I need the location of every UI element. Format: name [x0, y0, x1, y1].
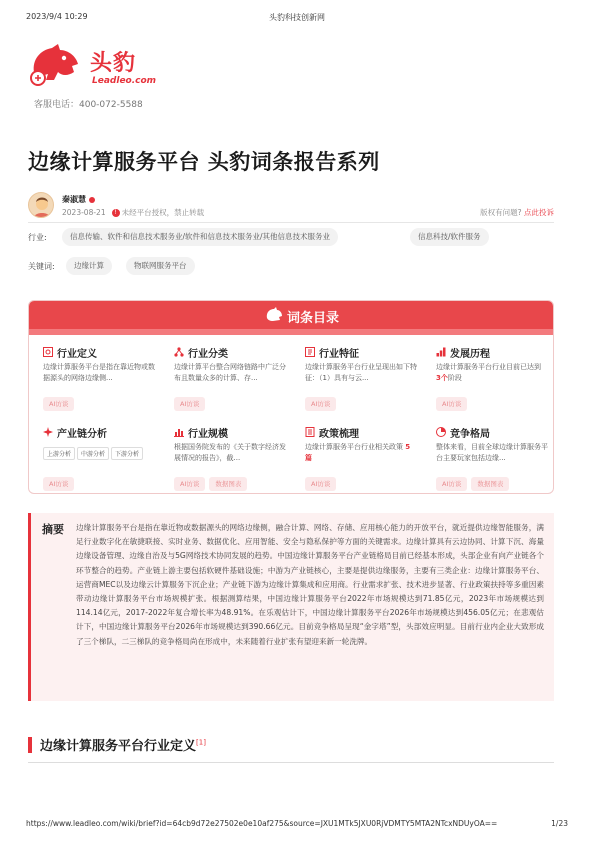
- chain-analysis-list: [43, 441, 145, 460]
- desc-highlight: 5篇: [305, 443, 411, 462]
- toc-card-pills: [436, 471, 513, 491]
- history-icon: [436, 347, 446, 357]
- toc-card-pills: [436, 391, 471, 411]
- keyword-row: [28, 257, 554, 277]
- industry-row: [28, 228, 554, 248]
- customer-hotline: 客服电话：400-072-5588: [34, 100, 143, 110]
- toc-card-title: 发展历程: [450, 349, 490, 360]
- ai-interview-pill[interactable]: AI访谈: [436, 397, 467, 411]
- toc-card-desc: 边缘计算服务平台是指在靠近物或数据源头的网络边缘侧...: [43, 363, 155, 382]
- toc-card-title: 竞争格局: [450, 429, 490, 440]
- chain-upstream[interactable]: 上游分析: [43, 447, 75, 460]
- toc-card-definition[interactable]: [43, 345, 173, 421]
- toc-leopard-icon: [265, 306, 283, 324]
- print-footer: [26, 819, 568, 831]
- abstract-accent-bar: [28, 513, 31, 701]
- data-chart-pill[interactable]: 数据图表: [471, 477, 509, 491]
- page-number: 1/23: [551, 819, 568, 828]
- toc-card-scale[interactable]: [174, 425, 304, 494]
- toc-card-competition[interactable]: [436, 425, 554, 494]
- leadleo-logo[interactable]: [28, 42, 157, 94]
- section-title-text: 边缘计算服务平台行业定义: [40, 739, 197, 754]
- verified-badge-icon: [89, 197, 95, 203]
- definition-icon: [43, 347, 53, 357]
- author-name-text: 秦淑慧: [62, 195, 86, 204]
- ai-interview-pill[interactable]: AI访谈: [43, 477, 74, 491]
- ai-interview-pill[interactable]: AI访谈: [436, 477, 467, 491]
- logo-leopard-icon: [28, 42, 82, 88]
- data-chart-pill[interactable]: 数据图表: [209, 477, 247, 491]
- toc-card-history[interactable]: [436, 345, 554, 421]
- section-divider: [28, 762, 554, 763]
- toc-card-pills: [305, 471, 340, 491]
- industry-label: 行业:: [28, 233, 47, 242]
- scale-icon: [174, 427, 184, 437]
- toc-header: [29, 301, 553, 335]
- page-title: 边缘计算服务平台 头豹词条报告系列: [28, 150, 380, 174]
- print-site-name: 头豹科技创新网: [269, 13, 325, 22]
- ai-interview-pill[interactable]: AI访谈: [43, 397, 74, 411]
- section-accent-bar: [28, 737, 32, 753]
- author-meta: [62, 207, 204, 218]
- ai-interview-pill[interactable]: AI访谈: [174, 477, 205, 491]
- toc-card-title: 行业特征: [319, 349, 359, 360]
- divider: [28, 222, 554, 223]
- abstract-text: 边缘计算服务平台是指在靠近物或数据源头的网络边缘侧，融合计算、网络、存储、应用核心能力的开放平台，就近提供边缘智能服务，满足行业数字化在敏捷联接、实时业务、数据优化、应用智能、安全与隐私保护等方面的关键需求。边缘计算具有云边协同、计算下沉、海量边缘设备管理、边缘自治及与5G网络技术协同发展的趋势。中国边缘计算服务平台产业链格局目前已经基本形成，头部企业有向产业链各个环节整合的趋势。产业链上游主要包括软硬件基础设施；中游为产业链核心，主要是提供边缘服务，主要有三类企业：边缘计算服务平台、运营商MEC以及边缘云计算服务下沉企业；产业链下游为边缘计算集成和应用商。行业需求扩张、技术进步显著、行业政策扶持等多重因素带动边缘计算服务平台市场规模扩张。根据测算结果，中国边缘计算服务平台2022年市场规模达到71.85亿元，2023年市场规模达到114.14亿元，2017-2022年复合增长率为48.91%。在乐观估计下，中国边缘计算服务平台2026年市场规模达到456.05亿元；在悲观估计下，中国边缘计算服务平台2026年市场规模达到390.66亿元。目前竞争格局呈现“金字塔”型，头部效应明显。目前行业内企业大致形成了三个梯队，二三梯队的竞争格局尚在形成中，未来随着行业扩张有望迎来新一轮洗牌。: [76, 523, 544, 646]
- section-heading: [28, 732, 554, 760]
- toc-card-title: 行业定义: [57, 349, 97, 360]
- toc-card-pills: [43, 391, 78, 411]
- toc-title: 词条目录: [287, 311, 340, 326]
- toc-card-policy[interactable]: [305, 425, 435, 494]
- ai-interview-pill[interactable]: AI访谈: [174, 397, 205, 411]
- toc-card-title: 政策梳理: [319, 429, 359, 440]
- chain-icon: [43, 427, 53, 437]
- industry-tag[interactable]: 信息科技/软件服务: [410, 228, 489, 246]
- report-area: [480, 207, 554, 218]
- toc-card-desc: [436, 362, 548, 384]
- toc-panel: [28, 300, 554, 494]
- ai-interview-pill[interactable]: AI访谈: [305, 477, 336, 491]
- toc-card-desc: [305, 442, 417, 464]
- toc-header-stripe: [29, 329, 553, 335]
- toc-card-feature[interactable]: [305, 345, 435, 421]
- toc-card-pills: [174, 471, 251, 491]
- ai-interview-pill[interactable]: AI访谈: [305, 397, 336, 411]
- chain-midstream[interactable]: 中游分析: [77, 447, 109, 460]
- toc-card-title: 行业分类: [188, 349, 228, 360]
- copyright-notice: 未经平台授权，禁止转载: [121, 208, 205, 217]
- print-date: 2023/9/4 10:29: [26, 12, 88, 21]
- desc-prefix: 边缘计算服务平台行业相关政策: [305, 443, 406, 451]
- publish-date: 2023-08-21: [62, 208, 106, 217]
- logo-brand-text: 头豹: [90, 51, 137, 76]
- industry-tag[interactable]: 信息传输、软件和信息技术服务业/软件和信息技术服务业/其他信息技术服务业: [62, 228, 338, 246]
- abstract-label: 摘要: [42, 523, 64, 536]
- desc-highlight: 3个: [436, 374, 448, 382]
- section-reference[interactable]: [1]: [196, 738, 206, 747]
- report-link[interactable]: 点此投诉: [524, 208, 554, 217]
- abstract-box: [28, 513, 554, 701]
- competition-icon: [436, 427, 446, 437]
- toc-card-category[interactable]: [174, 345, 304, 421]
- keyword-label: 关键词:: [28, 262, 55, 271]
- keyword-tag[interactable]: 物联网服务平台: [126, 257, 195, 275]
- policy-icon: [305, 427, 315, 437]
- section-title: [40, 735, 206, 754]
- toc-card-desc: 边缘计算平台整合网络链路中广泛分布且数量众多的计算、存...: [174, 363, 286, 382]
- desc-prefix: 边缘计算服务平台行业目前已达到: [436, 363, 541, 371]
- toc-card-title: 产业链分析: [57, 429, 107, 440]
- toc-card-title: 行业规模: [188, 429, 228, 440]
- author-row: [28, 192, 554, 218]
- toc-card-desc: 整体来看，目前全球边缘计算服务平台主要玩家包括边缘...: [436, 443, 548, 462]
- print-url: https://www.leadleo.com/wiki/brief?id=64cb9d72e27502e0e10af275&source=JXU1MTk5JXU0RjVDMTY5MTA2NTcxNDUyOA==: [26, 819, 498, 828]
- avatar-illustration: [29, 193, 54, 218]
- author-name[interactable]: [62, 194, 95, 205]
- toc-card-chain[interactable]: [43, 425, 173, 494]
- category-icon: [174, 347, 184, 357]
- toc-card-pills: [305, 391, 340, 411]
- print-header: [26, 12, 568, 24]
- author-avatar[interactable]: [28, 192, 54, 218]
- keyword-tag[interactable]: 边缘计算: [66, 257, 112, 275]
- toc-card-desc: 边缘计算服务平台行业呈现出如下特征：（1）具有与云...: [305, 363, 417, 382]
- chain-downstream[interactable]: 下游分析: [111, 447, 143, 460]
- report-prefix: 版权有问题?: [480, 208, 522, 217]
- desc-suffix: 阶段: [447, 374, 462, 382]
- toc-card-pills: [174, 391, 209, 411]
- toc-card-desc: 根据国务院发布的《关于数字经济发展情况的报告》，截...: [174, 443, 286, 462]
- toc-card-pills: [43, 471, 78, 491]
- feature-icon: [305, 347, 315, 357]
- logo-domain-text: Leadleo.com: [92, 76, 157, 86]
- warning-icon: !: [112, 209, 120, 217]
